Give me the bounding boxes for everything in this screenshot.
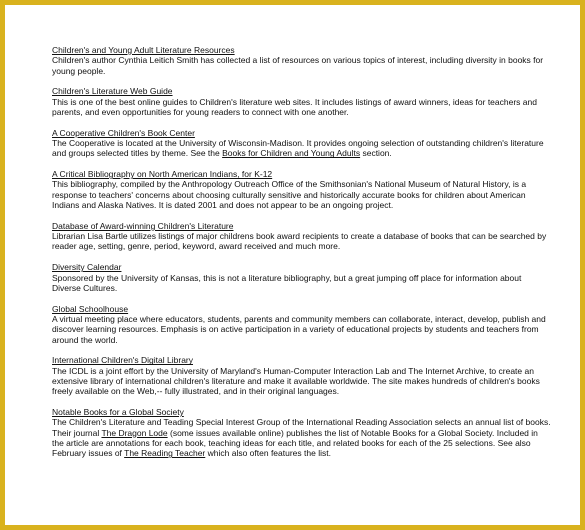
resource-title-link[interactable]: A Critical Bibliography on North American Indians, for K-12 xyxy=(52,169,273,180)
resource-description: Sponsored by the University of Kansas, this is not a literature bibliography, but a great jumping off place for information about Diverse Cultures. xyxy=(52,272,522,293)
resource-description: Librarian Lisa Bartle utilizes listings of major childrens book award recipients to create a database of books that can be searched by reader age, setting, genre, period, keyword, award received and much more. xyxy=(52,231,547,252)
description-text: The Cooperative is located at the University of Wisconsin-Madison. It provides ongoing selection of outstanding children's literature and groups selected titles by theme. See the xyxy=(52,138,544,159)
resource-title-link[interactable]: A Cooperative Children's Book Center xyxy=(52,127,195,138)
resource-title-link[interactable]: International Children's Digital Library xyxy=(52,355,193,366)
list-item xyxy=(52,86,552,117)
list-item xyxy=(52,355,552,396)
description-text: section. xyxy=(360,148,392,159)
list-item xyxy=(52,221,552,252)
resource-title-link[interactable]: Children's Literature Web Guide xyxy=(52,86,173,97)
resource-title-link[interactable]: Global Schoolhouse xyxy=(52,303,129,314)
description-text: The Children's Literature and Teading Special Interest Group of the International Reading Association selects an annual list of books. Their journal xyxy=(52,417,551,438)
list-item xyxy=(52,45,552,76)
description-text: (some issues available online) publishes the list of Notable Books for a Global Society. Included in the article are annotations for each book, teaching ideas for each title, and related books for each of the 25 selections. See also February issues of xyxy=(52,427,538,459)
resource-title-link[interactable]: Notable Books for a Global Society xyxy=(52,407,184,418)
resource-description: This is one of the best online guides to Children's literature web sites. It includes listings of award winners, ideas for teachers and parents, and even opportunities for young readers to connect with one another. xyxy=(52,96,537,117)
resource-description xyxy=(52,417,552,458)
list-item xyxy=(52,304,552,345)
resource-description: Children's author Cynthia Leitich Smith has collected a list of resources on various topics of interest, including diversity in books for young people. xyxy=(52,55,544,76)
list-item xyxy=(52,262,552,293)
resource-description: A virtual meeting place where educators, students, parents and community members can collaborate, interact, develop, publish and discover learning resources. Emphasis is on active participation in a variety of educational projects by students and teachers from around the world. xyxy=(52,313,546,345)
inline-link[interactable]: The Dragon Lode xyxy=(101,427,168,438)
resource-description xyxy=(52,138,552,159)
document-page xyxy=(5,5,580,525)
description-text: which also often features the list. xyxy=(205,448,331,459)
resource-list xyxy=(52,45,552,469)
resource-title-link[interactable]: Children's and Young Adult Literature Resources xyxy=(52,45,235,55)
resource-title-link[interactable]: Database of Award-winning Children's Literature xyxy=(52,220,234,231)
inline-link[interactable]: Books for Children and Young Adults xyxy=(222,148,361,159)
inline-link[interactable]: The Reading Teacher xyxy=(124,448,206,459)
list-item xyxy=(52,407,552,458)
resource-description: This bibliography, compiled by the Anthropology Outreach Office of the Smithsonian's National Museum of Natural History, is a response to teachers' concerns about choosing culturally sensitive and historically accurate books for children about American Indians and Alaska Natives. It is dated 2001 and does not appear to be an ongoing project. xyxy=(52,179,527,211)
resource-description: The ICDL is a joint effort by the University of Maryland's Human-Computer Interaction Lab and The Internet Archive, to create an extensive library of international children's literature and make it available worldwide. The site makes hundreds of children's books freely available on the Web,-- fully illustrated, and in their original languages. xyxy=(52,365,540,397)
list-item xyxy=(52,169,552,210)
resource-title-link[interactable]: Diversity Calendar xyxy=(52,262,122,273)
list-item xyxy=(52,128,552,159)
